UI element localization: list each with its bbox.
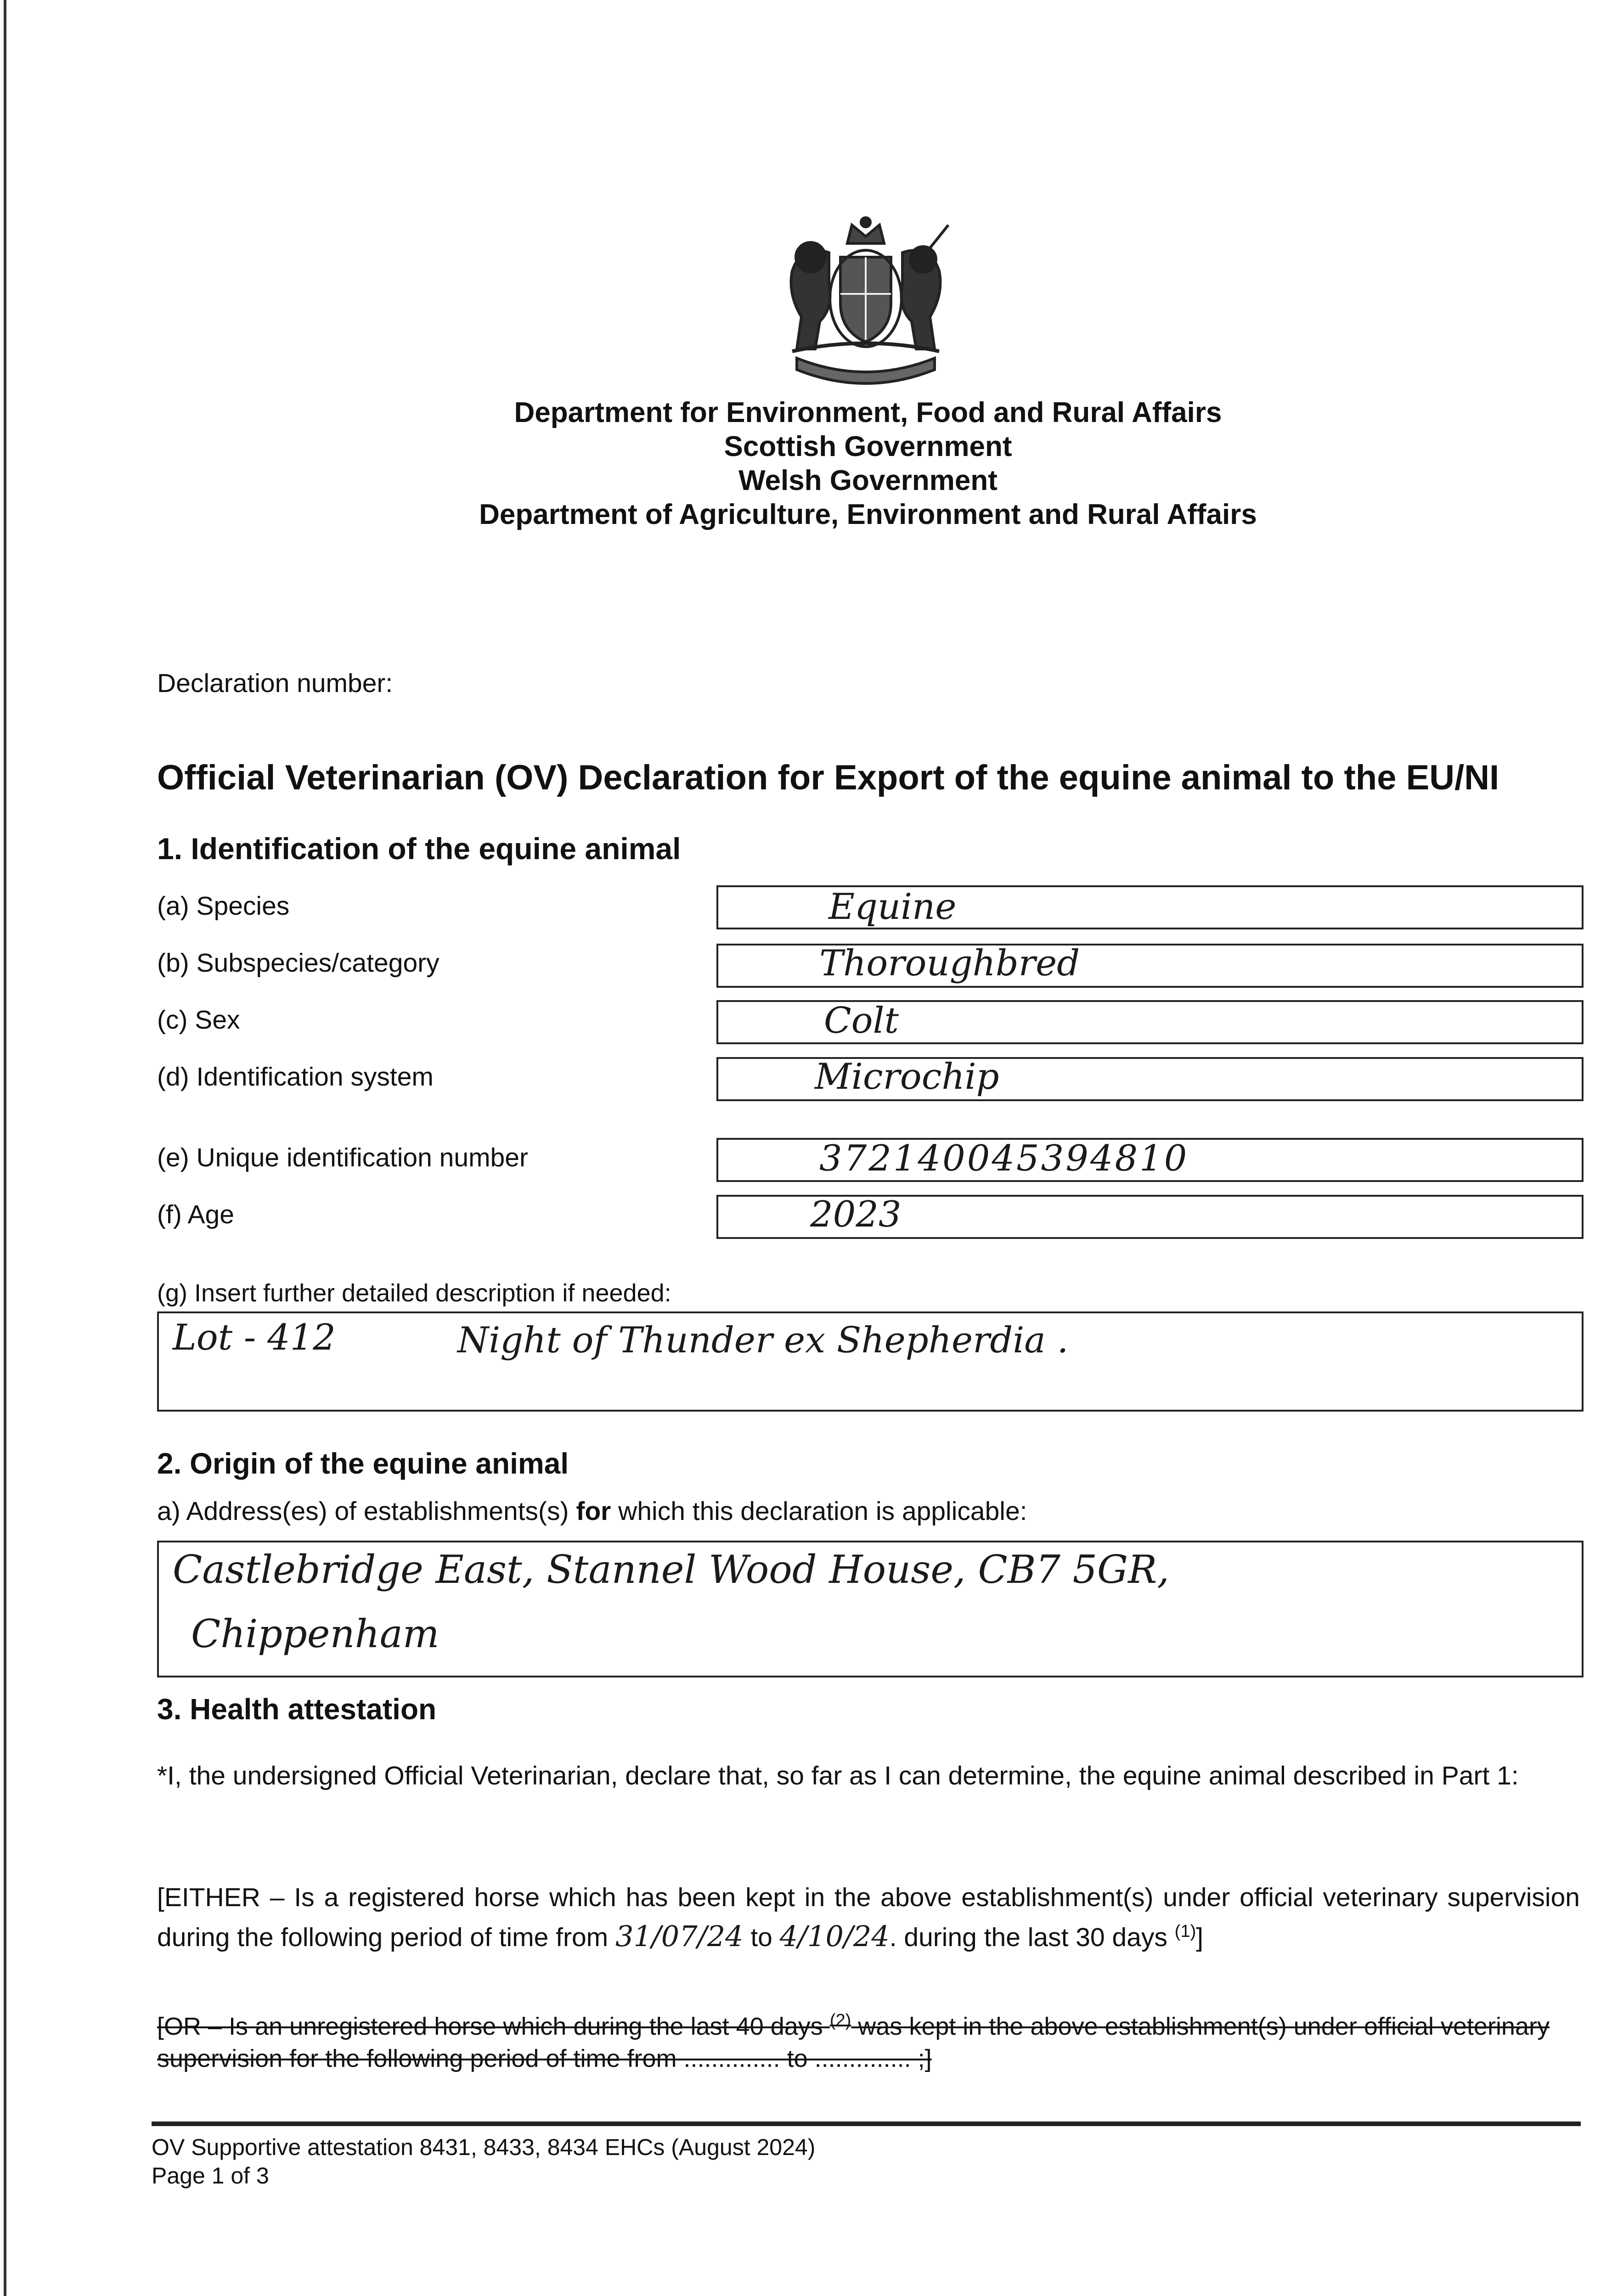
address-label-bold: for — [576, 1497, 611, 1526]
further-description-lot: Lot - 412 — [173, 1317, 336, 1358]
identification-system-value: Microchip — [815, 1056, 999, 1097]
address-field[interactable] — [157, 1541, 1584, 1677]
or-text-pre: [OR – Is an unregistered horse which during the last 40 days — [157, 2013, 823, 2040]
declaration-number-label: Declaration number: — [157, 669, 393, 698]
footer-attestation: OV Supportive attestation 8431, 8433, 8434 EHCs (August 2024) — [152, 2134, 816, 2160]
royal-coat-of-arms-icon — [760, 216, 971, 386]
either-date-to[interactable]: 4/10/24 — [779, 1919, 890, 1953]
page-left-edge — [4, 0, 6, 2296]
field-label-species: (a) Species — [157, 891, 290, 921]
header-departments — [413, 396, 1323, 532]
species-value: Equine — [828, 886, 957, 928]
field-label-unique-id: (e) Unique identification number — [157, 1143, 528, 1172]
either-to-word: to — [750, 1923, 772, 1952]
or-text-post: was kept in the above establishment(s) under official veterinary supervision for the following period of time from .............. to .............. ;] — [157, 2013, 1550, 2072]
either-footnote-ref: (1) — [1174, 1922, 1196, 1941]
field-label-age: (f) Age — [157, 1200, 234, 1229]
either-post: . during the last 30 days — [889, 1923, 1167, 1952]
header-dept-defra: Department for Environment, Food and Rural Affairs — [514, 397, 1222, 428]
health-intro: *I, the undersigned Official Veterinarian, declare that, so far as I can determine, the equine animal described in Part 1: — [157, 1761, 1519, 1790]
further-description-label: (g) Insert further detailed description if needed: — [157, 1279, 671, 1307]
address-label-post: which this declaration is applicable: — [618, 1497, 1027, 1526]
section2-title: 2. Origin of the equine animal — [157, 1447, 569, 1480]
further-description-text: Night of Thunder ex Shepherdia . — [457, 1320, 1069, 1361]
or-footnote-ref: (2) — [829, 2011, 851, 2030]
address-label — [157, 1496, 1027, 1526]
footer — [152, 2133, 815, 2190]
subspecies-field[interactable] — [716, 944, 1584, 988]
address-line-2: Chippenham — [191, 1611, 440, 1656]
section3-title: 3. Health attestation — [157, 1693, 437, 1726]
header-dept-scotland: Scottish Government — [724, 431, 1012, 462]
sex-value: Colt — [824, 1000, 899, 1041]
field-label-identification-system: (d) Identification system — [157, 1062, 434, 1092]
species-field[interactable] — [716, 885, 1584, 929]
either-close: ] — [1196, 1923, 1204, 1952]
unique-id-field[interactable] — [716, 1138, 1584, 1182]
form-title: Official Veterinarian (OV) Declaration for Export of the equine animal to the EU/NI — [157, 758, 1499, 797]
footer-page-number: Page 1 of 3 — [152, 2163, 269, 2189]
header-dept-daera: Department of Agriculture, Environment and Rural Affairs — [479, 499, 1257, 530]
header-dept-wales: Welsh Government — [738, 465, 997, 496]
field-label-subspecies: (b) Subspecies/category — [157, 948, 440, 978]
either-clause — [157, 1880, 1580, 1954]
age-value: 2023 — [810, 1194, 902, 1235]
age-field[interactable] — [716, 1195, 1584, 1239]
field-label-sex: (c) Sex — [157, 1005, 240, 1035]
further-description-field[interactable] — [157, 1311, 1584, 1412]
or-clause-struck — [157, 2004, 1580, 2075]
sex-field[interactable] — [716, 1000, 1584, 1044]
unique-id-value: 372140045394810 — [819, 1138, 1189, 1179]
section1-title: 1. Identification of the equine animal — [157, 832, 681, 866]
address-label-pre: a) Address(es) of establishments(s) — [157, 1497, 569, 1526]
subspecies-value: Thoroughbred — [819, 943, 1080, 984]
either-text: [EITHER – Is a registered horse which has been kept in the above establishment(s) under official veterinary supervision during the following period of time from — [157, 1883, 1580, 1952]
either-date-from[interactable]: 31/07/24 — [615, 1919, 744, 1953]
footer-rule — [152, 2122, 1581, 2126]
address-line-1: Castlebridge East, Stannel Wood House, CB7 5GR, — [173, 1547, 1170, 1592]
identification-system-field[interactable] — [716, 1057, 1584, 1101]
